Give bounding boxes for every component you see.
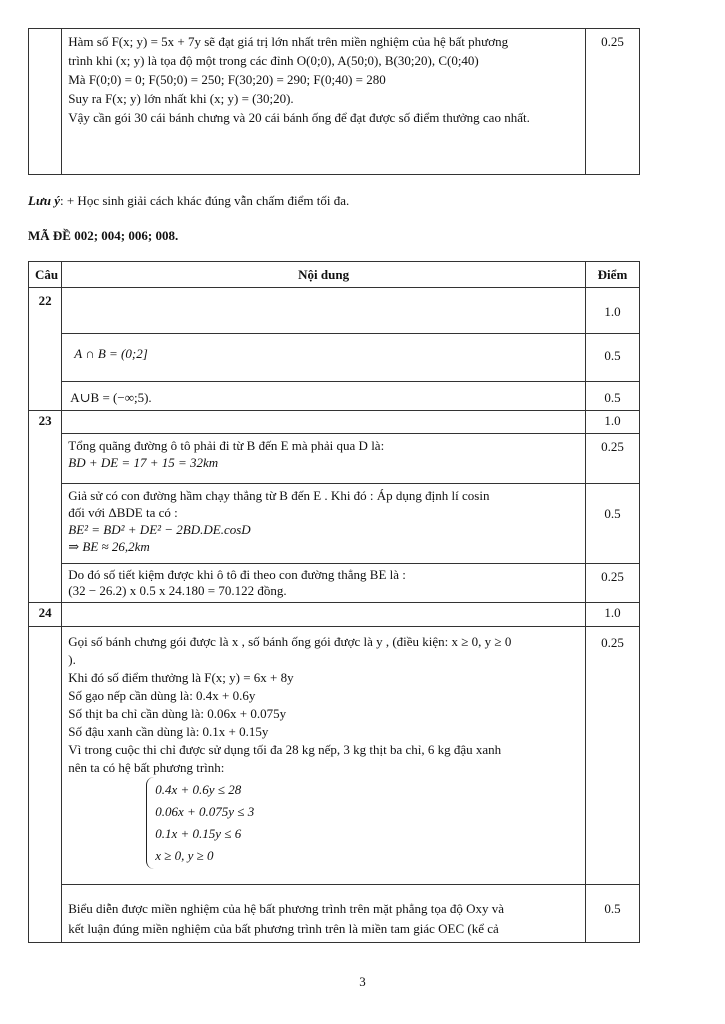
header-row xyxy=(29,262,640,288)
formula: ⇒ BE ≈ 26,2km xyxy=(68,539,150,554)
header-content: Nội dung xyxy=(62,262,586,288)
text-line: Vậy cần gói 30 cái bánh chưng và 20 cái bánh ống để đạt được số điểm thưởng cao nhất. xyxy=(68,110,530,125)
text-line: Số gạo nếp cần dùng là: 0.4x + 0.6y xyxy=(68,688,256,703)
content-cell xyxy=(62,434,586,484)
text-line: trình khi (x; y) là tọa độ một trong các đỉnh O(0;0), A(50;0), B(30;20), C(0;40) xyxy=(68,53,479,68)
text-line: Vì trong cuộc thi chỉ được sử dụng tối đa 28 kg nếp, 3 kg thịt ba chỉ, 6 kg đậu xanh xyxy=(68,742,502,757)
table-row xyxy=(29,564,640,603)
text-line: nên ta có hệ bất phương trình: xyxy=(68,760,225,775)
table-row xyxy=(29,29,640,175)
grading-table xyxy=(28,261,640,943)
question-cell xyxy=(29,29,62,175)
question-number: 23 xyxy=(29,411,62,603)
note-label: Lưu ý xyxy=(28,193,60,208)
text-line: Biểu diễn được miền nghiệm của hệ bất phương trình trên mặt phẳng tọa độ Oxy và xyxy=(68,901,505,916)
score-cell: 0.25 xyxy=(585,627,639,885)
text-line: Suy ra F(x; y) lớn nhất khi (x; y) = (30;20). xyxy=(68,91,294,106)
formula: BE² = BD² + DE² − 2BD.DE.cosD xyxy=(68,522,251,537)
score-cell: 0.25 xyxy=(585,564,639,603)
score-cell: 0.5 xyxy=(585,334,639,382)
text-line: đối với ΔBDE ta có : xyxy=(68,505,178,520)
text-line: (32 − 26.2) x 0.5 x 24.180 = 70.122 đồng. xyxy=(68,583,287,598)
inequality: 0.06x + 0.075y ≤ 3 xyxy=(155,804,255,819)
header-question: Câu xyxy=(29,262,62,288)
inequality: 0.4x + 0.6y ≤ 28 xyxy=(155,782,242,797)
score-cell: 1.0 xyxy=(585,603,639,627)
question-cell xyxy=(29,627,62,943)
text-line: Mà F(0;0) = 0; F(50;0) = 250; F(30;20) = 290; F(0;40) = 280 xyxy=(68,72,386,87)
content-cell xyxy=(62,29,586,175)
note xyxy=(28,193,349,209)
text-line: Gọi số bánh chưng gói được là x , số bánh ống gói được là y , (điều kiện: x ≥ 0, y ≥ 0 xyxy=(68,634,512,649)
text-line: kết luận đúng miền nghiệm của bất phương trình trên là miền tam giác OEC (kể cả xyxy=(68,921,499,936)
table-row xyxy=(29,484,640,564)
table-row xyxy=(29,627,640,885)
content-cell xyxy=(62,288,586,334)
text-line: ). xyxy=(68,652,76,667)
content-cell xyxy=(62,411,586,434)
header-score: Điểm xyxy=(585,262,639,288)
content-cell xyxy=(62,564,586,603)
score-cell: 0.25 xyxy=(585,434,639,484)
table-row xyxy=(29,382,640,411)
formula: BD + DE = 17 + 15 = 32km xyxy=(68,455,219,470)
top-answer-table xyxy=(28,28,640,175)
score-cell: 0.5 xyxy=(585,484,639,564)
content-cell xyxy=(62,334,586,382)
text-line: Số thịt ba chỉ cần dùng là: 0.06x + 0.075y xyxy=(68,706,287,721)
text-line: Tổng quãng đường ô tô phải đi từ B đến E mà phải qua D là: xyxy=(68,438,385,453)
table-row xyxy=(29,434,640,484)
page-number: 3 xyxy=(359,974,366,989)
score-cell: 0.5 xyxy=(585,382,639,411)
content-cell xyxy=(62,603,586,627)
question-number: 24 xyxy=(29,603,62,627)
formula: A ∩ B = (0;2] xyxy=(74,346,148,361)
score-cell: 1.0 xyxy=(585,411,639,434)
text-line: Giả sử có con đường hầm chạy thẳng từ B đến E . Khi đó : Áp dụng định lí cosin xyxy=(68,488,490,503)
content-cell xyxy=(62,885,586,943)
table-row xyxy=(29,885,640,943)
inequality: 0.1x + 0.15y ≤ 6 xyxy=(155,826,242,841)
inequality-system xyxy=(146,777,254,869)
note-text: : + Học sinh giải cách khác đúng vẫn chấm điểm tối đa. xyxy=(59,193,350,208)
exam-codes-heading: MÃ ĐỀ 002; 004; 006; 008. xyxy=(28,228,179,243)
table-row xyxy=(29,411,640,434)
text-line: Số đậu xanh cần dùng là: 0.1x + 0.15y xyxy=(68,724,269,739)
content-cell xyxy=(62,484,586,564)
table-row xyxy=(29,288,640,334)
content-cell xyxy=(62,627,586,885)
score-cell: 1.0 xyxy=(585,288,639,334)
content-cell xyxy=(62,382,586,411)
table-row xyxy=(29,603,640,627)
text-line: Khi đó số điểm thưởng là F(x; y) = 6x + 8y xyxy=(68,670,294,685)
score-cell: 0.25 xyxy=(585,29,639,175)
question-number: 22 xyxy=(29,288,62,411)
text-line: Hàm số F(x; y) = 5x + 7y sẽ đạt giá trị lớn nhất trên miền nghiệm của hệ bất phương xyxy=(68,34,509,49)
table-row xyxy=(29,334,640,382)
text-line: Do đó số tiết kiệm được khi ô tô đi theo con đường thẳng BE là : xyxy=(68,567,406,582)
inequality: x ≥ 0, y ≥ 0 xyxy=(155,848,214,863)
formula: A∪B = (−∞;5). xyxy=(70,390,152,405)
score-cell: 0.5 xyxy=(585,885,639,943)
